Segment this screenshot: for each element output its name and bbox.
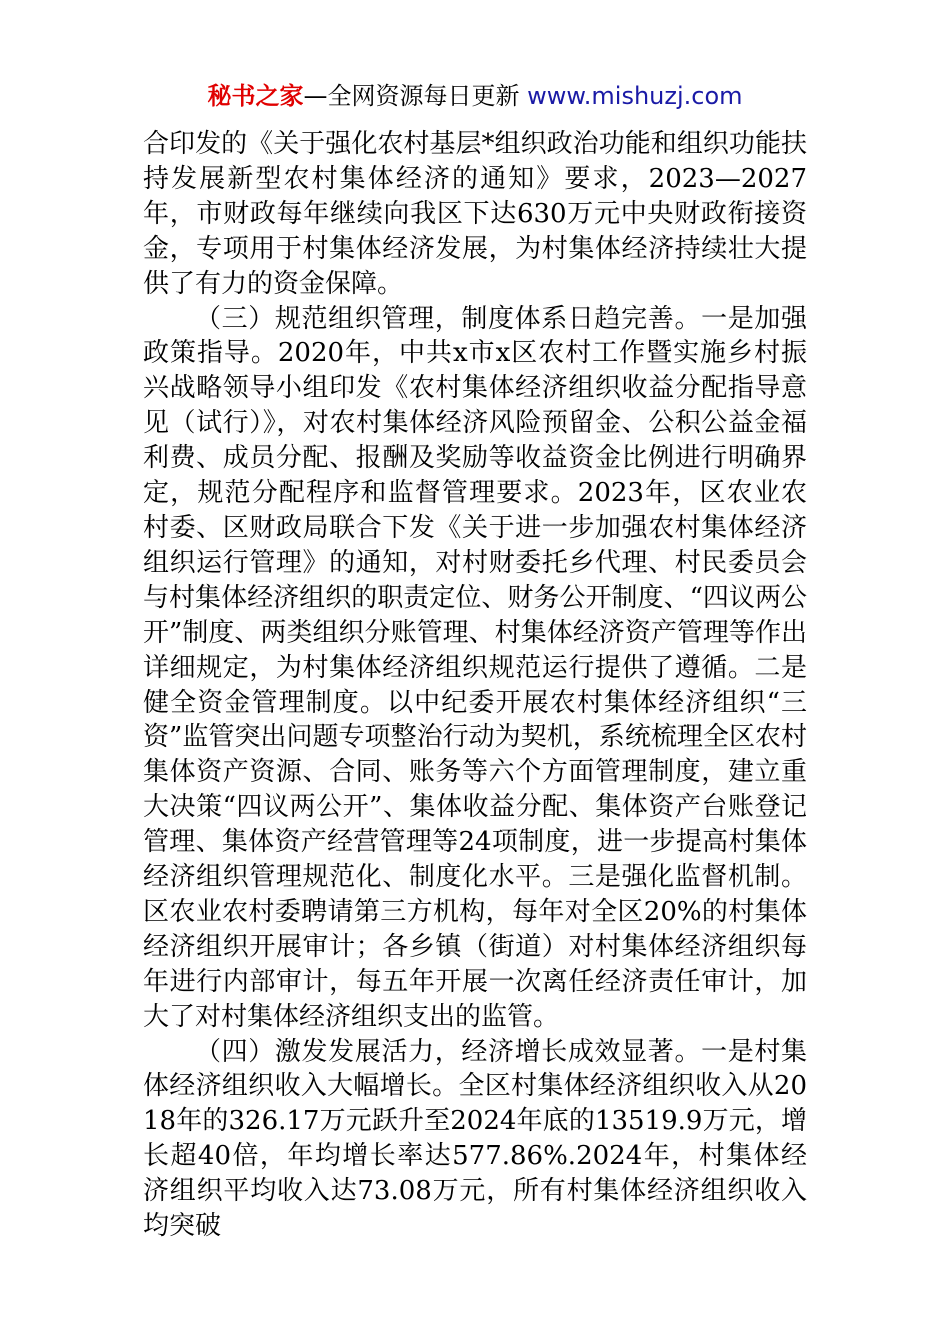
site-url: www.mishuzj.com [527, 82, 743, 110]
header-tagline: —全网资源每日更新 [303, 82, 520, 110]
site-header [0, 78, 950, 114]
document-body [143, 127, 807, 1244]
paragraph-section-four: （四）激发发展活力，经济增长成效显著。一是村集体经济组织收入大幅增长。全区村集体经济组织收入从2018年的326.17万元跃升至2024年底的13519.9万元，增长超40倍，年均增长率达577.86%.2024年，村集体经济组织平均收入达73.08万元，所有村集体经济组织收入均突破 [143, 1036, 807, 1242]
paragraph-continuation: 合印发的《关于强化农村基层*组织政治功能和组织功能扶持发展新型农村集体经济的通知》要求，2023—2027年，市财政每年继续向我区下达630万元中央财政衔接资金，专项用于村集体经济发展，为村集体经济持续壮大提供了有力的资金保障。 [143, 129, 807, 299]
brand-name: 秘书之家 [207, 82, 304, 110]
paragraph-section-three: （三）规范组织管理，制度体系日趋完善。一是加强政策指导。2020年，中共x市x区农村工作暨实施乡村振兴战略领导小组印发《农村集体经济组织收益分配指导意见（试行）》，对农村集体经济风险预留金、公积公益金福利费、成员分配、报酬及奖励等收益资金比例进行明确界定，规范分配程序和监督管理要求。2023年，区农业农村委、区财政局联合下发《关于进一步加强农村集体经济组织运行管理》的通知，对村财委托乡代理、村民委员会与村集体经济组织的职责定位、财务公开制度、“四议两公开”制度、两类组织分账管理、村集体经济资产管理等作出详细规定，为村集体经济组织规范运行提供了遵循。二是健全资金管理制度。以中纪委开展农村集体经济组织“三资”监管突出问题专项整治行动为契机，系统梳理全区农村集体资产资源、合同、账务等六个方面管理制度，建立重大决策“四议两公开”、集体收益分配、集体资产台账登记管理、集体资产经营管理等24项制度，进一步提高村集体经济组织管理规范化、制度化水平。三是强化监督机制。区农业农村委聘请第三方机构，每年对全区20%的村集体经济组织开展审计；各乡镇（街道）对村集体经济组织每年进行内部审计，每五年开展一次离任经济责任审计，加大了对村集体经济组织支出的监管。 [143, 303, 807, 1032]
